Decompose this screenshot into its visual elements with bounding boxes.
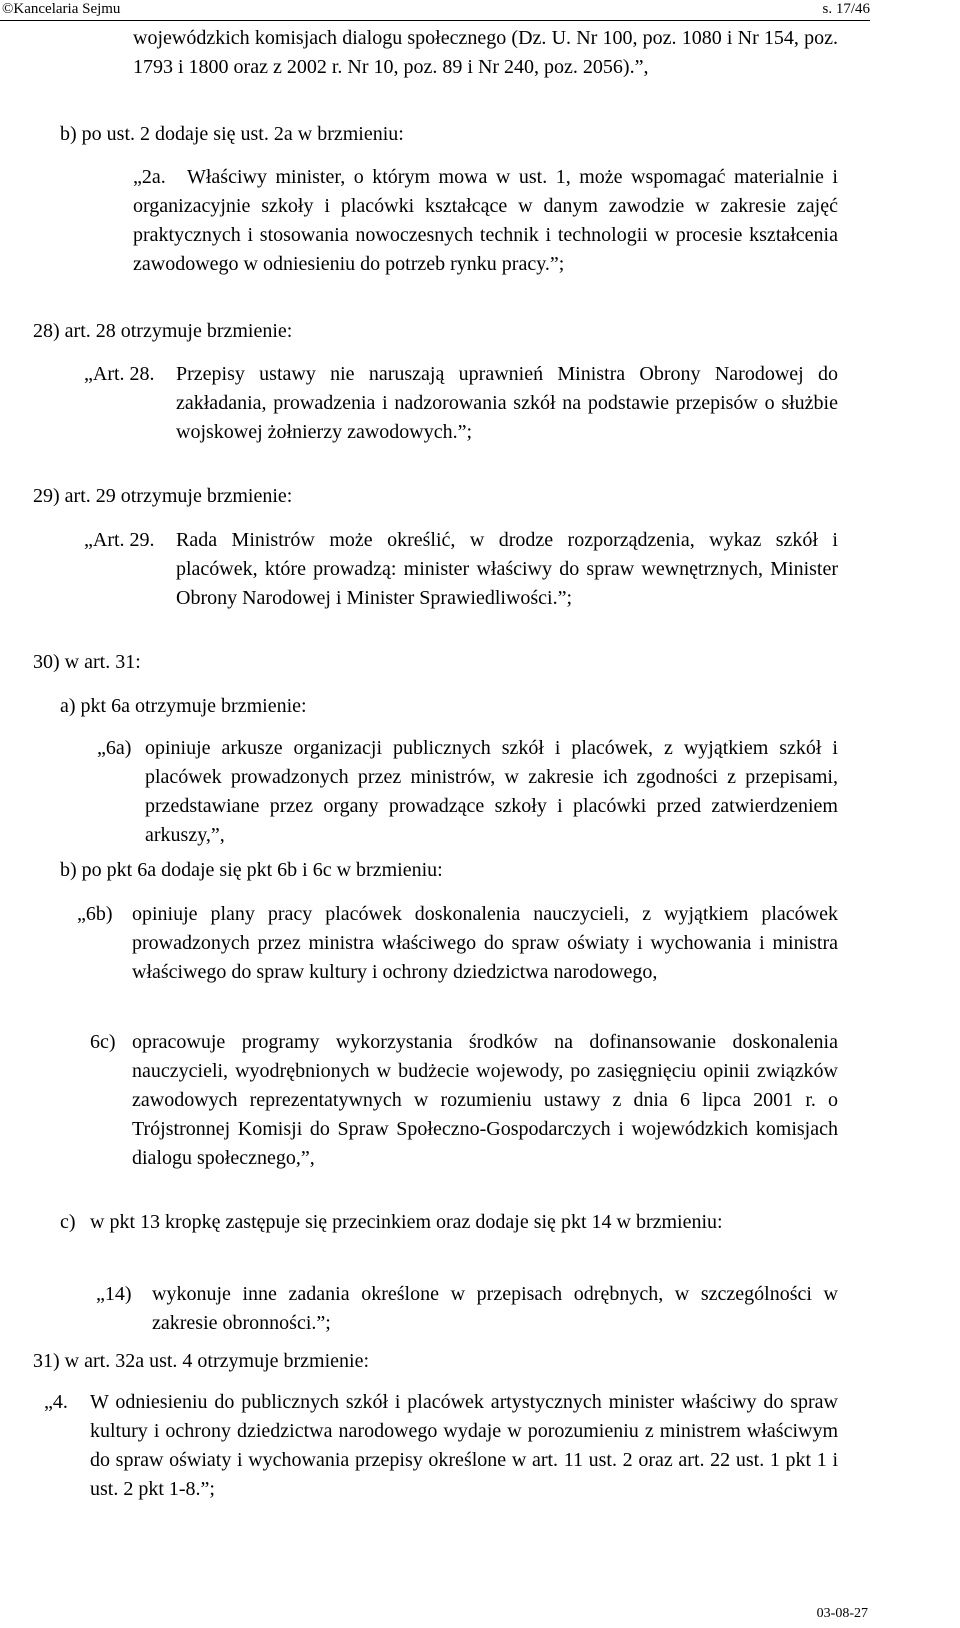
paragraph-point-28: 28) art. 28 otrzymuje brzmienie: [33,320,293,342]
paragraph-label-6c: 6c) [90,1031,116,1053]
paragraph-label-c: c) [60,1211,76,1233]
paragraph-item-b2: b) po pkt 6a dodaje się pkt 6b i 6c w brzmieniu: [60,859,443,881]
header-rule [0,20,870,21]
paragraph-point-30: 30) w art. 31: [33,651,141,673]
paragraph-label-art28: „Art. 28. [84,363,155,385]
paragraph-item-c: w pkt 13 kropkę zastępuje się przecinkiem oraz dodaje się pkt 14 w brzmieniu: [90,1211,723,1233]
paragraph-label-6b: „6b) [77,903,113,925]
paragraph-14: wykonuje inne zadania określone w przepisach odrębnych, w szczególności w zakresie obronności.”; [152,1283,838,1334]
paragraph-point-31: 31) w art. 32a ust. 4 otrzymuje brzmienie: [33,1350,370,1372]
paragraph-ust-4: W odniesieniu do publicznych szkół i placówek artystycznych minister właściwy do spraw kultury i ochrony dziedzictwa narodowego wydaje w porozumieniu z ministrem właściwym do spraw oświaty i wychowania przepisy określone w art. 11 ust. 2 oraz art. 22 ust. 1 pkt 1 i ust. 2 pkt 1-8.”; [90,1391,838,1500]
paragraph-label-4: „4. [44,1391,68,1413]
paragraph-art28: Przepisy ustawy nie naruszają uprawnień Ministra Obrony Narodowej do zakładania, prowadzenia i nadzorowania szkół na podstawie przepisów o służbie wojskowej żołnierzy zawodowych.”; [176,363,838,443]
paragraph-item-a: a) pkt 6a otrzymuje brzmienie: [60,695,307,717]
copyright-label: ©Kancelaria Sejmu [2,1,121,17]
paragraph-2a: Właściwy minister, o którym mowa w ust. 1, może wspomagać materialnie i organizacyjnie szkoły i placówki kształcące w danym zawodzie w zakresie zajęć praktycznych i stosowania nowoczesnych technik i technologii w procesie kształcenia zawodowego w odniesieniu do potrzeb rynku pracy.”; [133,166,838,275]
paragraph-point-29: 29) art. 29 otrzymuje brzmienie: [33,485,293,507]
paragraph-label-art29: „Art. 29. [84,529,155,551]
paragraph-6a: opiniuje arkusze organizacji publicznych szkół i placówek, z wyjątkiem szkół i placówek prowadzonych przez ministrów, w zakresie ich zgodności z przepisami, przedstawiane przez organy prowadzące szkoły i placówki przed zatwierdzeniem arkuszy,”, [145,737,838,846]
paragraph-art29: Rada Ministrów może określić, w drodze rozporządzenia, wykaz szkół i placówek, które prowadzą: minister właściwy do spraw wewnętrznych, Minister Obrony Narodowej i Minister Sprawiedliwości.”; [176,529,838,609]
paragraph-continuation: wojewódzkich komisjach dialogu społecznego (Dz. U. Nr 100, poz. 1080 i Nr 154, poz. 1793 i 1800 oraz z 2002 r. Nr 10, poz. 89 i Nr 240, poz. 2056).”, [133,27,838,78]
paragraph-label-2a: „2a. [133,166,166,188]
paragraph-6c: opracowuje programy wykorzystania środków na dofinansowanie doskonalenia nauczycieli, wyodrębnionych w budżecie wojewody, po zasięgnięciu opinii związków zawodowych reprezentatywnych w rozumieniu ustawy z dnia 6 lipca 2001 r. o Trójstronnej Komisji do Spraw Społeczno-Gospodarczych i wojewódzkich komisjach dialogu społecznego,”, [132,1031,838,1169]
paragraph-label-14: „14) [96,1283,132,1305]
page-number: s. 17/46 [822,1,870,17]
paragraph-label-6a: „6a) [97,737,132,759]
page-header [0,0,960,22]
paragraph-item-b: b) po ust. 2 dodaje się ust. 2a w brzmieniu: [60,123,404,145]
paragraph-6b: opiniuje plany pracy placówek doskonalenia nauczycieli, z wyjątkiem placówek prowadzonych przez ministra właściwego do spraw oświaty i wychowania i ministra właściwego do spraw kultury i ochrony dziedzictwa narodowego, [132,903,838,983]
footer-date: 03-08-27 [816,1606,868,1621]
